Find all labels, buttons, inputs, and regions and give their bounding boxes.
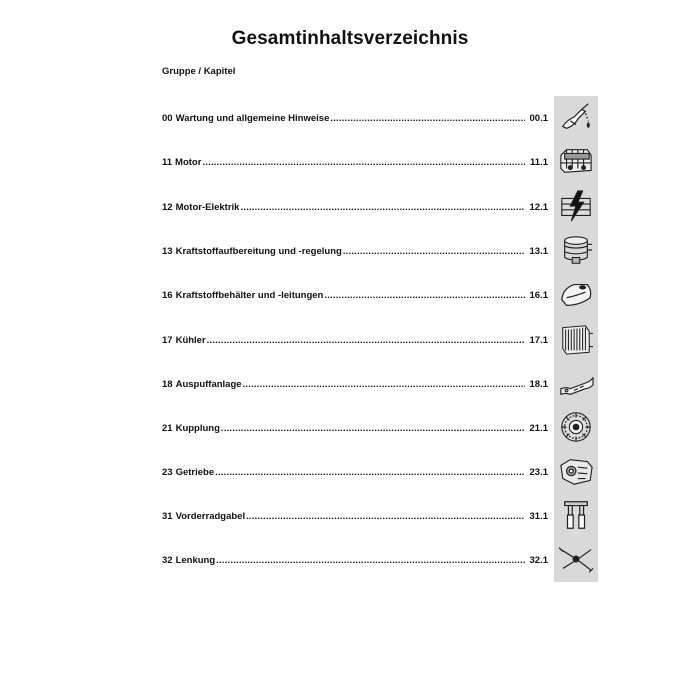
dot-leader <box>324 290 525 301</box>
chapter-title: Lenkung <box>175 555 216 566</box>
page-number: 23.1 <box>529 467 548 478</box>
page-number: 32.1 <box>529 555 548 566</box>
page-number: 12.1 <box>529 202 548 213</box>
electrical-lightning-icon[interactable] <box>554 185 598 227</box>
dot-leader <box>330 113 525 124</box>
chapter-number: 21 <box>162 423 173 434</box>
oil-can-icon[interactable] <box>554 96 598 138</box>
chapter-number: 31 <box>162 511 173 522</box>
dot-leader <box>215 467 525 478</box>
page-number: 31.1 <box>529 511 548 522</box>
page-title: Gesamtinhaltsverzeichnis <box>231 28 469 49</box>
chapter-title: Kraftstoffaufbereitung und -regelung <box>175 246 342 257</box>
dot-leader <box>343 246 525 257</box>
dot-leader <box>243 379 525 390</box>
chapter-title: Wartung und allgemeine Hinweise <box>175 113 330 124</box>
page-number: 21.1 <box>529 423 548 434</box>
dot-leader <box>240 202 525 213</box>
chapter-number: 13 <box>162 246 173 257</box>
chapter-title: Vorderradgabel <box>175 511 246 522</box>
dot-leader <box>216 555 525 566</box>
chapter-title: Getriebe <box>175 467 215 478</box>
chapter-number: 17 <box>162 335 173 346</box>
gearbox-icon[interactable] <box>554 450 598 492</box>
page-number: 11.1 <box>530 157 548 168</box>
page-number: 00.1 <box>529 113 548 124</box>
chapter-number: 12 <box>162 202 173 213</box>
page-number: 16.1 <box>529 290 548 301</box>
chapter-title: Kühler <box>175 335 206 346</box>
dot-leader <box>221 423 525 434</box>
toc-entry-31[interactable] <box>162 508 548 522</box>
toc-entry-17[interactable] <box>162 332 548 346</box>
dot-leader <box>202 157 525 168</box>
page-number: 17.1 <box>529 335 548 346</box>
engine-icon[interactable] <box>554 140 598 182</box>
group-chapter-heading: Gruppe / Kapitel <box>162 66 236 77</box>
clutch-disc-icon[interactable] <box>554 406 598 448</box>
exhaust-pipe-icon[interactable] <box>554 362 598 404</box>
chapter-number: 16 <box>162 290 173 301</box>
chapter-title: Motor <box>175 157 202 168</box>
toc-entry-11[interactable] <box>162 154 548 168</box>
page-number: 13.1 <box>529 246 548 257</box>
radiator-icon[interactable] <box>554 318 598 360</box>
toc-entry-00[interactable] <box>162 110 548 124</box>
toc-entry-21[interactable] <box>162 420 548 434</box>
toc-entry-18[interactable] <box>162 376 548 390</box>
chapter-title: Motor-Elektrik <box>175 202 240 213</box>
fuel-tank-icon[interactable] <box>554 273 598 315</box>
chapter-title: Kraftstoffbehälter und -leitungen <box>175 290 324 301</box>
toc-entry-23[interactable] <box>162 464 548 478</box>
chapter-title: Kupplung <box>175 423 220 434</box>
steering-cable-icon[interactable] <box>554 538 598 580</box>
front-fork-icon[interactable] <box>554 494 598 536</box>
dot-leader <box>246 511 525 522</box>
chapter-number: 11 <box>162 157 173 168</box>
toc-entry-12[interactable] <box>162 199 548 213</box>
toc-entry-16[interactable] <box>162 287 548 301</box>
toc-entry-13[interactable] <box>162 243 548 257</box>
fuel-injection-icon[interactable] <box>554 229 598 271</box>
toc-entry-32[interactable] <box>162 552 548 566</box>
chapter-number: 18 <box>162 379 173 390</box>
dot-leader <box>207 335 525 346</box>
chapter-number: 00 <box>162 113 173 124</box>
page-number: 18.1 <box>529 379 548 390</box>
chapter-icon-strip <box>554 96 598 582</box>
chapter-title: Auspuffanlage <box>175 379 242 390</box>
chapter-number: 23 <box>162 467 173 478</box>
chapter-number: 32 <box>162 555 173 566</box>
